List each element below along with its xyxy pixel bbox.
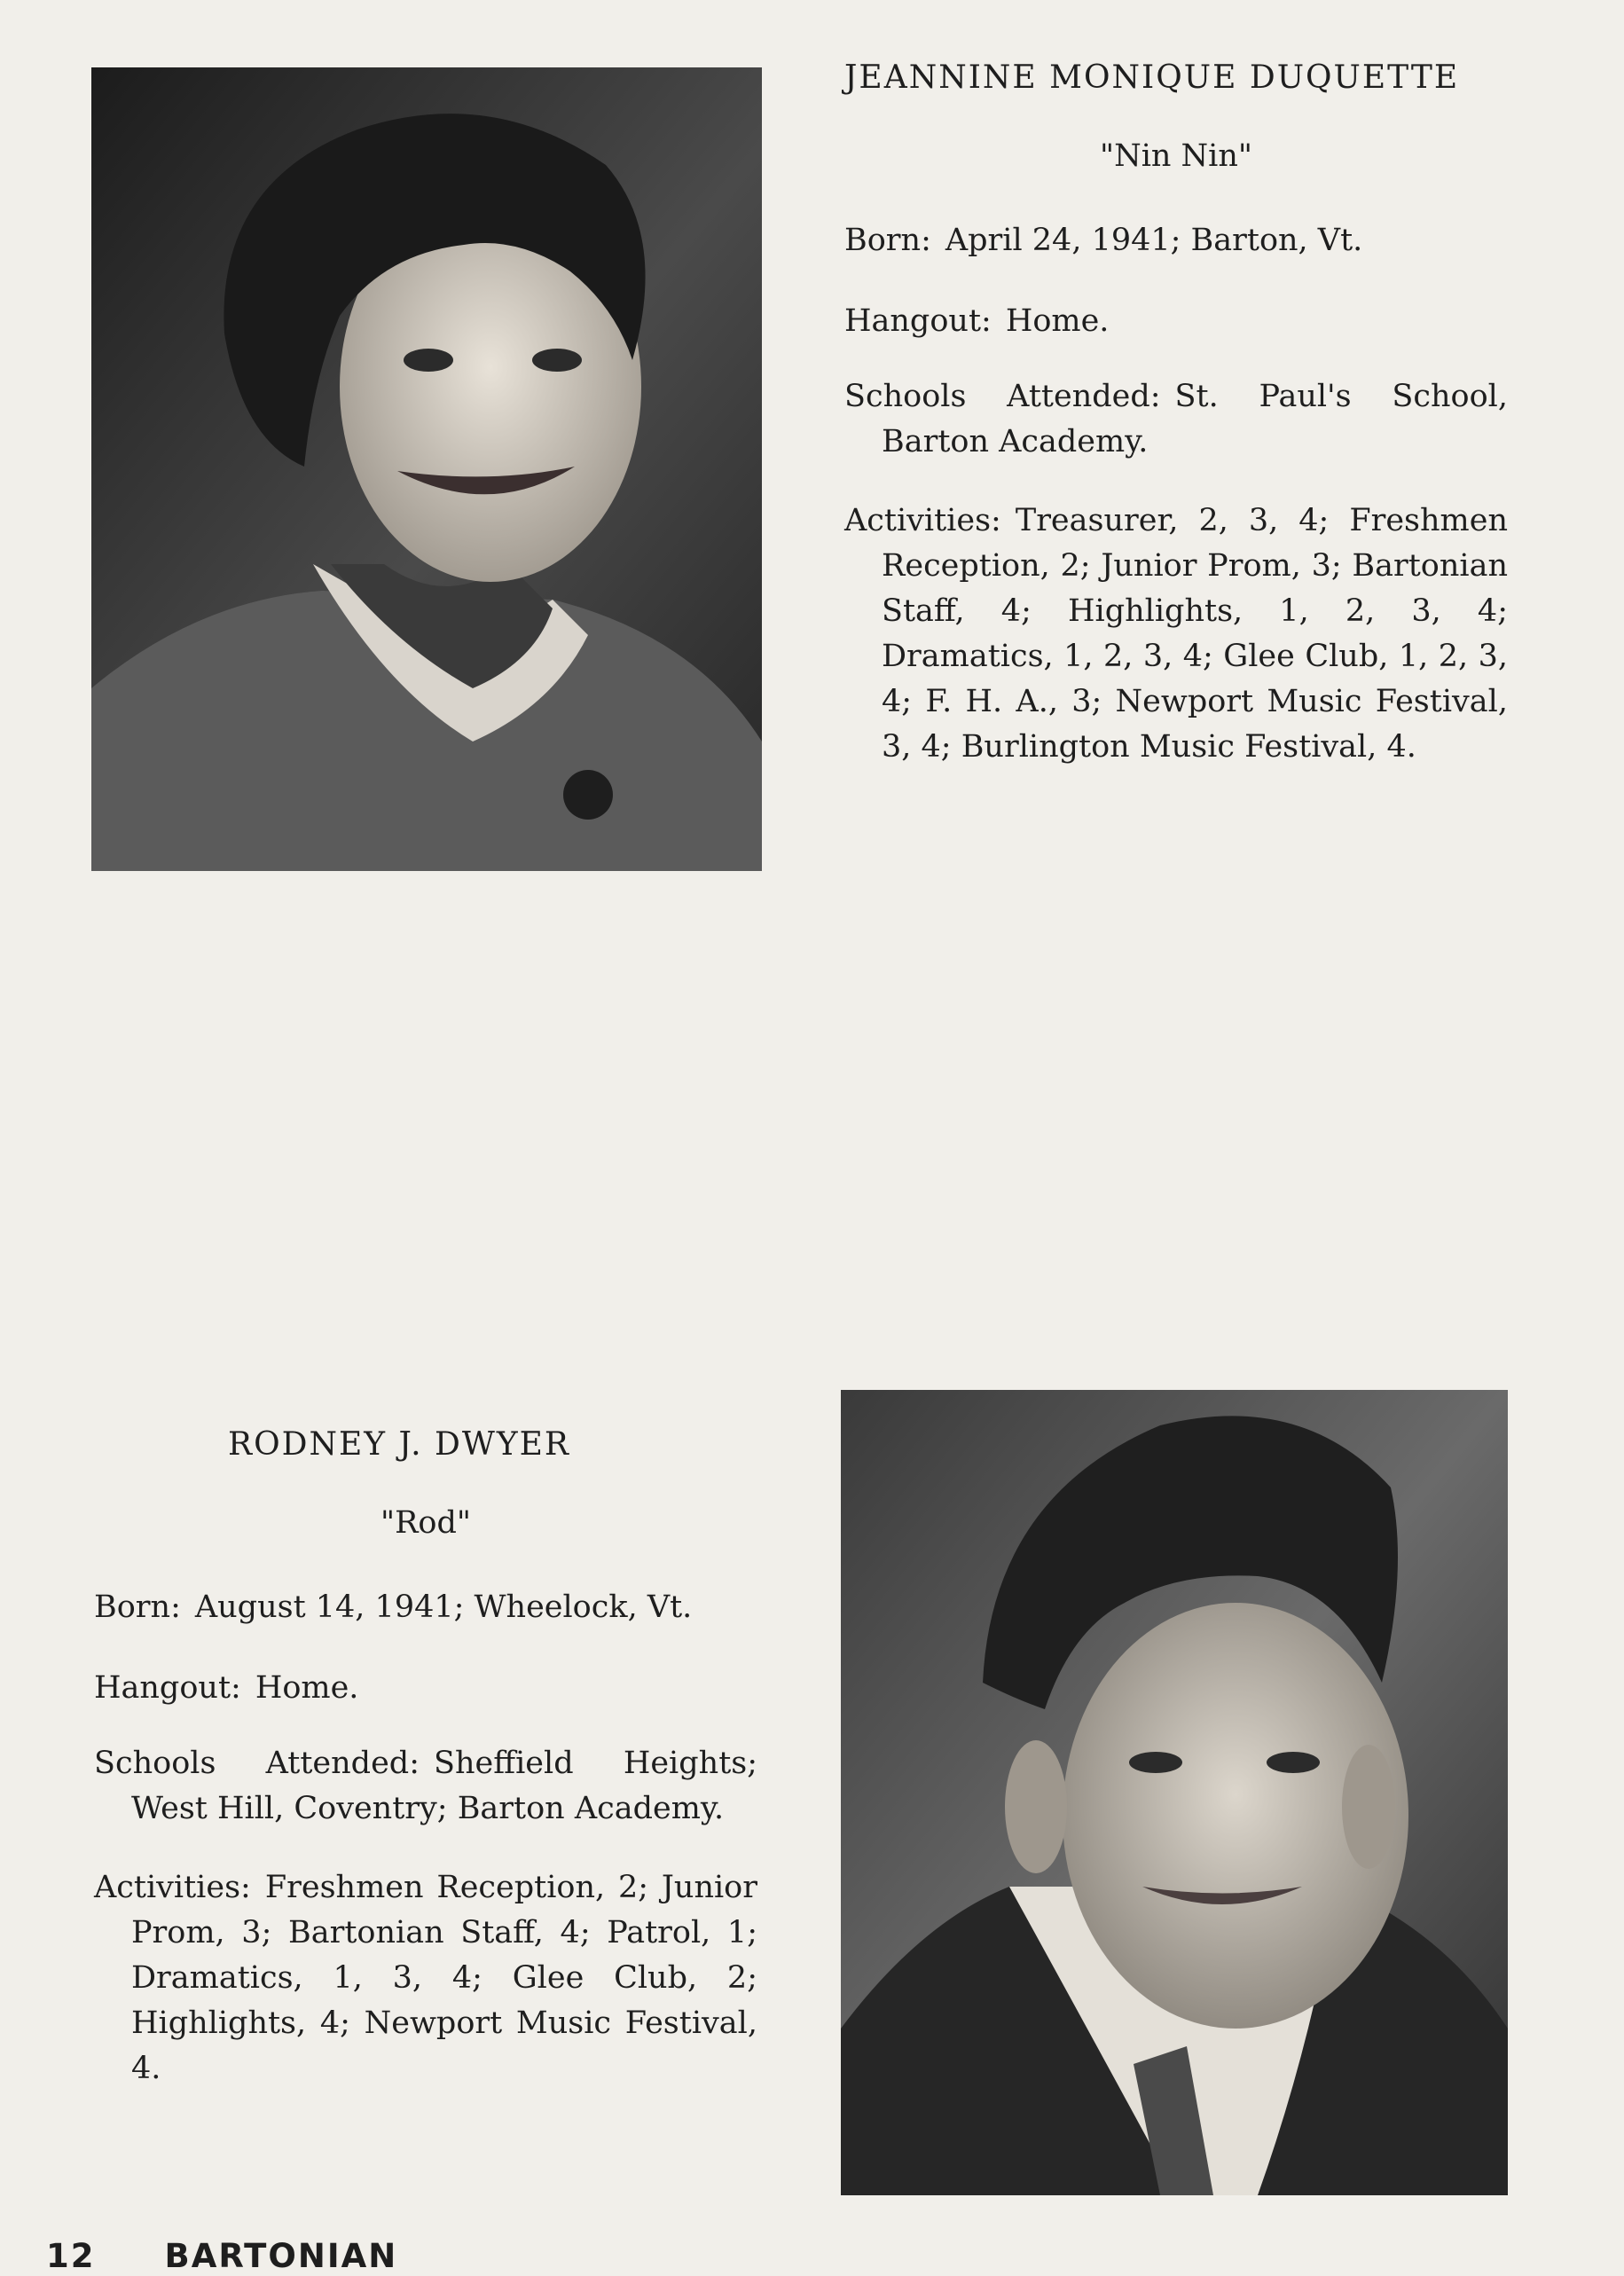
student-entry-duquette: [844, 55, 1508, 770]
student-nickname: "Nin Nin": [1099, 138, 1253, 174]
schools-value: Sheffield Heights; West Hill, Coventry; Barton Academy.: [131, 1746, 758, 1826]
schools-field: [844, 374, 1508, 465]
student-name: RODNEY J. DWYER: [227, 1426, 570, 1463]
schools-value: St. Paul's School, Barton Academy.: [882, 379, 1508, 459]
activities-value: Freshmen Reception, 2; Junior Prom, 3; Bartonian Staff, 4; Patrol, 1; Dramatics, 1, 3, 4; Glee Club, 2; Highlights, 4; Newport Music Festival, 4.: [131, 1870, 757, 2086]
page-number: 12: [46, 2237, 96, 2275]
born-label: Born:: [844, 223, 931, 258]
born-field: [94, 1585, 757, 1630]
born-value: April 24, 1941; Barton, Vt.: [945, 223, 1363, 258]
hangout-label: Hangout:: [844, 303, 992, 339]
activities-field: [844, 498, 1508, 770]
publication-title: BARTONIAN: [164, 2237, 398, 2275]
student-nickname: "Rod": [380, 1505, 472, 1541]
schools-label: Schools Attended:: [94, 1746, 420, 1781]
schools-label: Schools Attended:: [844, 379, 1161, 414]
activities-label: Activities:: [844, 503, 1001, 538]
born-label: Born:: [94, 1589, 181, 1625]
student-entry-dwyer: [94, 1422, 757, 2092]
hangout-value: Home.: [1005, 303, 1110, 339]
portrait-photo-dwyer: [841, 1390, 1508, 2195]
hangout-value: Home.: [255, 1670, 359, 1706]
student-name: JEANNINE MONIQUE DUQUETTE: [844, 59, 1460, 96]
portrait-photo-duquette: [91, 67, 762, 871]
activities-field: [94, 1865, 757, 2092]
activities-label: Activities:: [94, 1870, 251, 1905]
born-field: [844, 218, 1508, 263]
born-value: August 14, 1941; Wheelock, Vt.: [194, 1589, 693, 1625]
hangout-label: Hangout:: [94, 1670, 241, 1706]
schools-field: [94, 1741, 757, 1832]
page-footer: [46, 2237, 397, 2276]
hangout-field: [844, 299, 1508, 344]
hangout-field: [94, 1666, 757, 1711]
activities-value: Treasurer, 2, 3, 4; Freshmen Reception, 2; Junior Prom, 3; Bartonian Staff, 4; Highlights, 1, 2, 3, 4; Dramatics, 1, 2, 3, 4; Glee Club, 1, 2, 3, 4; F. H. A., 3; Newport Music Festival, 3, 4; Burlington Music Festival, 4.: [882, 503, 1508, 765]
